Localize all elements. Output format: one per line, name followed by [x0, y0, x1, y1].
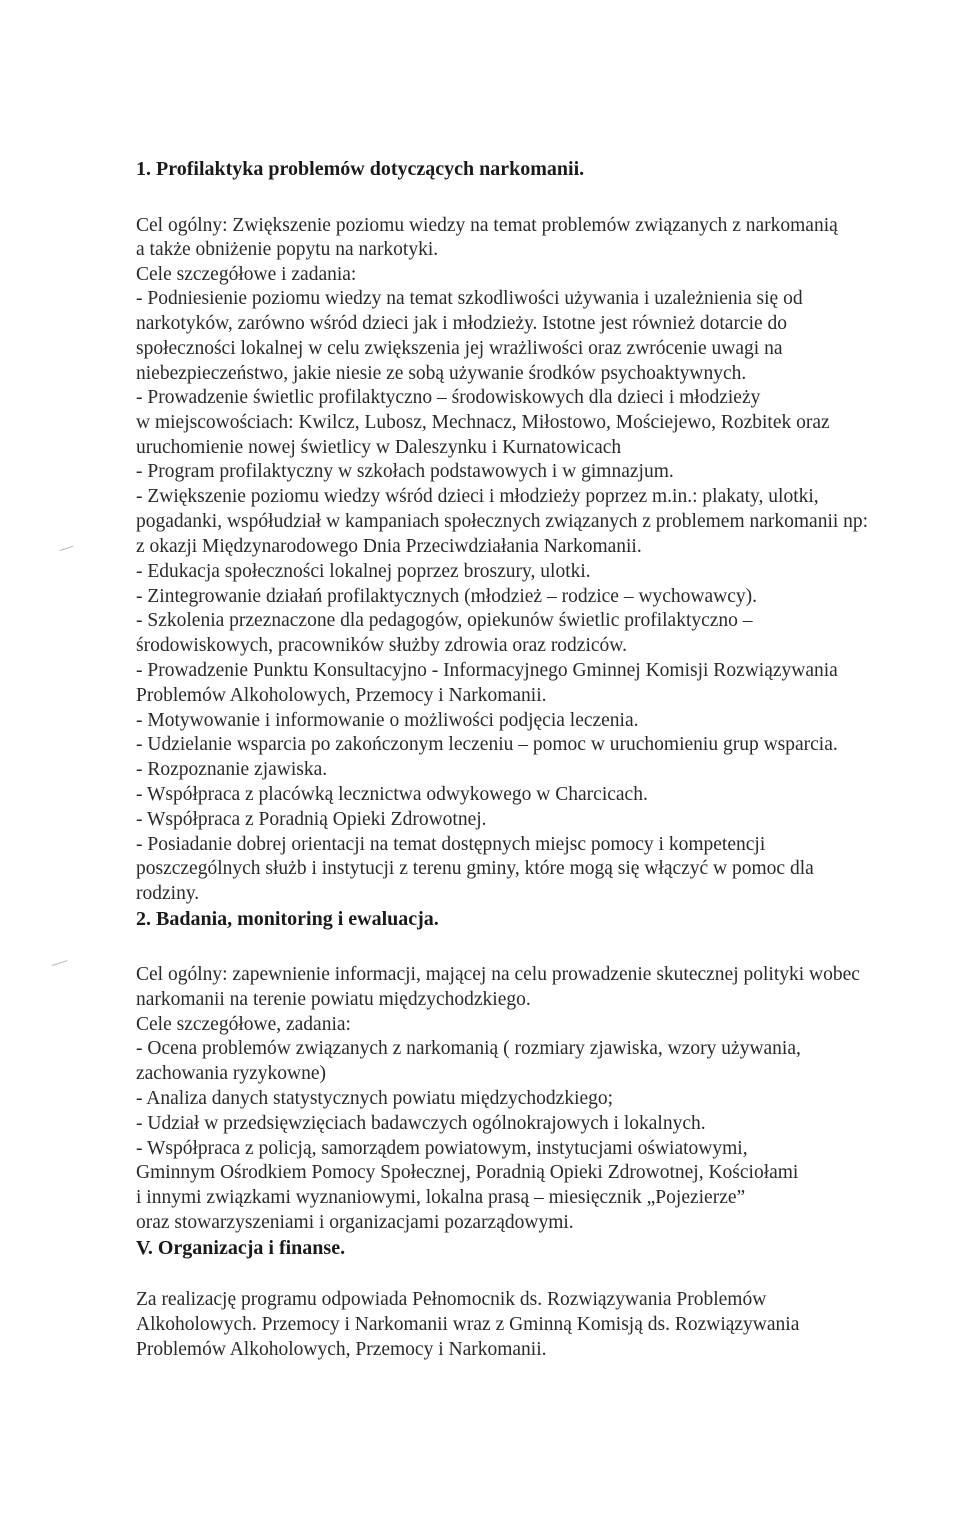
text-line: - Podniesienie poziomu wiedzy na temat szkodliwości używania i uzależnienia się od [136, 288, 803, 309]
goal-line: a także obniżenie popytu na narkotyki. [136, 239, 439, 260]
goal-line: Cel ogólny: zapewnienie informacji, mającej na celu prowadzenie skutecznej polityki wobec [136, 964, 860, 985]
text-line: z okazji Międzynarodowego Dnia Przeciwdziałania Narkomanii. [136, 536, 642, 557]
text-line: oraz stowarzyszeniami i organizacjami pozarządowymi. [136, 1212, 574, 1233]
text-line: - Analiza danych statystycznych powiatu międzychodzkiego; [136, 1088, 614, 1109]
text-line: - Prowadzenie Punktu Konsultacyjno - Informacyjnego Gminnej Komisji Rozwiązywania [136, 660, 838, 681]
text-line: - Szkolenia przeznaczone dla pedagogów, opiekunów świetlic profilaktyczno – [136, 610, 753, 631]
text-line: zachowania ryzykowne) [136, 1063, 327, 1084]
text-line: - Rozpoznanie zjawiska. [136, 759, 328, 780]
section-heading-2: 2. Badania, monitoring i ewaluacja. [136, 908, 439, 930]
scan-mark [52, 960, 68, 966]
tasks-title: Cele szczegółowe, zadania: [136, 1014, 351, 1035]
text-line: - Współpraca z placówką lecznictwa odwykowego w Charcicach. [136, 784, 648, 805]
text-line: i innymi związkami wyznaniowymi, lokalna prasą – miesięcznik „Pojezierze” [136, 1187, 746, 1208]
section-heading-5: V. Organizacja i finanse. [136, 1237, 346, 1259]
tasks-title: Cele szczegółowe i zadania: [136, 264, 357, 285]
text-line: środowiskowych, pracowników służby zdrowia oraz rodziców. [136, 635, 627, 656]
text-line: pogadanki, współudział w kampaniach społecznych związanych z problemem narkomanii np: [136, 511, 869, 532]
text-line: - Współpraca z Poradnią Opieki Zdrowotnej. [136, 809, 487, 830]
text-line: uruchomienie nowej świetlicy w Daleszynku i Kurnatowicach [136, 437, 622, 458]
text-line: - Prowadzenie świetlic profilaktyczno – środowiskowych dla dzieci i młodzieży [136, 387, 761, 408]
section-heading-1: 1. Profilaktyka problemów dotyczących narkomanii. [136, 158, 585, 180]
goal-line: narkomanii na terenie powiatu międzychodzkiego. [136, 989, 531, 1010]
text-line: - Zintegrowanie działań profilaktycznych (młodzież – rodzice – wychowawcy). [136, 586, 758, 607]
text-line: - Udzielanie wsparcia po zakończonym leczeniu – pomoc w uruchomieniu grup wsparcia. [136, 734, 838, 755]
text-line: niebezpieczeństwo, jakie niesie ze sobą używanie środków psychoaktywnych. [136, 363, 747, 384]
text-line: poszczególnych służb i instytucji z terenu gminy, które mogą się włączyć w pomoc dla [136, 858, 814, 879]
text-line: Za realizację programu odpowiada Pełnomocnik ds. Rozwiązywania Problemów [136, 1289, 767, 1310]
text-line: - Program profilaktyczny w szkołach podstawowych i w gimnazjum. [136, 461, 674, 482]
text-line: społeczności lokalnej w celu zwiększenia jej wrażliwości oraz zwrócenie uwagi na [136, 338, 783, 359]
scan-mark [60, 546, 74, 551]
text-line: w miejscowościach: Kwilcz, Lubosz, Mechnacz, Miłostowo, Mościejewo, Rozbitek oraz [136, 412, 830, 433]
text-line: Problemów Alkoholowych, Przemocy i Narkomanii. [136, 1339, 547, 1360]
text-line: Gminnym Ośrodkiem Pomocy Społecznej, Poradnią Opieki Zdrowotnej, Kościołami [136, 1162, 799, 1183]
text-line: - Współpraca z policją, samorządem powiatowym, instytucjami oświatowymi, [136, 1138, 748, 1159]
text-line: Alkoholowych. Przemocy i Narkomanii wraz z Gminną Komisją ds. Rozwiązywania [136, 1314, 800, 1335]
text-line: - Ocena problemów związanych z narkomanią ( rozmiary zjawiska, wzory używania, [136, 1038, 801, 1059]
text-line: narkotyków, zarówno wśród dzieci jak i młodzieży. Istotne jest również dotarcie do [136, 313, 788, 334]
text-line: - Edukacja społeczności lokalnej poprzez broszury, ulotki. [136, 561, 591, 582]
text-line: - Zwiększenie poziomu wiedzy wśród dzieci i młodzieży poprzez m.in.: plakaty, ulotki, [136, 486, 819, 507]
text-line: rodziny. [136, 883, 200, 904]
text-line: - Motywowanie i informowanie o możliwości podjęcia leczenia. [136, 710, 639, 731]
text-line: - Posiadanie dobrej orientacji na temat dostępnych miejsc pomocy i kompetencji [136, 834, 766, 855]
text-line: - Udział w przedsięwzięciach badawczych ogólnokrajowych i lokalnych. [136, 1113, 706, 1134]
text-line: Problemów Alkoholowych, Przemocy i Narkomanii. [136, 685, 547, 706]
goal-line: Cel ogólny: Zwiększenie poziomu wiedzy na temat problemów związanych z narkomanią [136, 215, 838, 236]
